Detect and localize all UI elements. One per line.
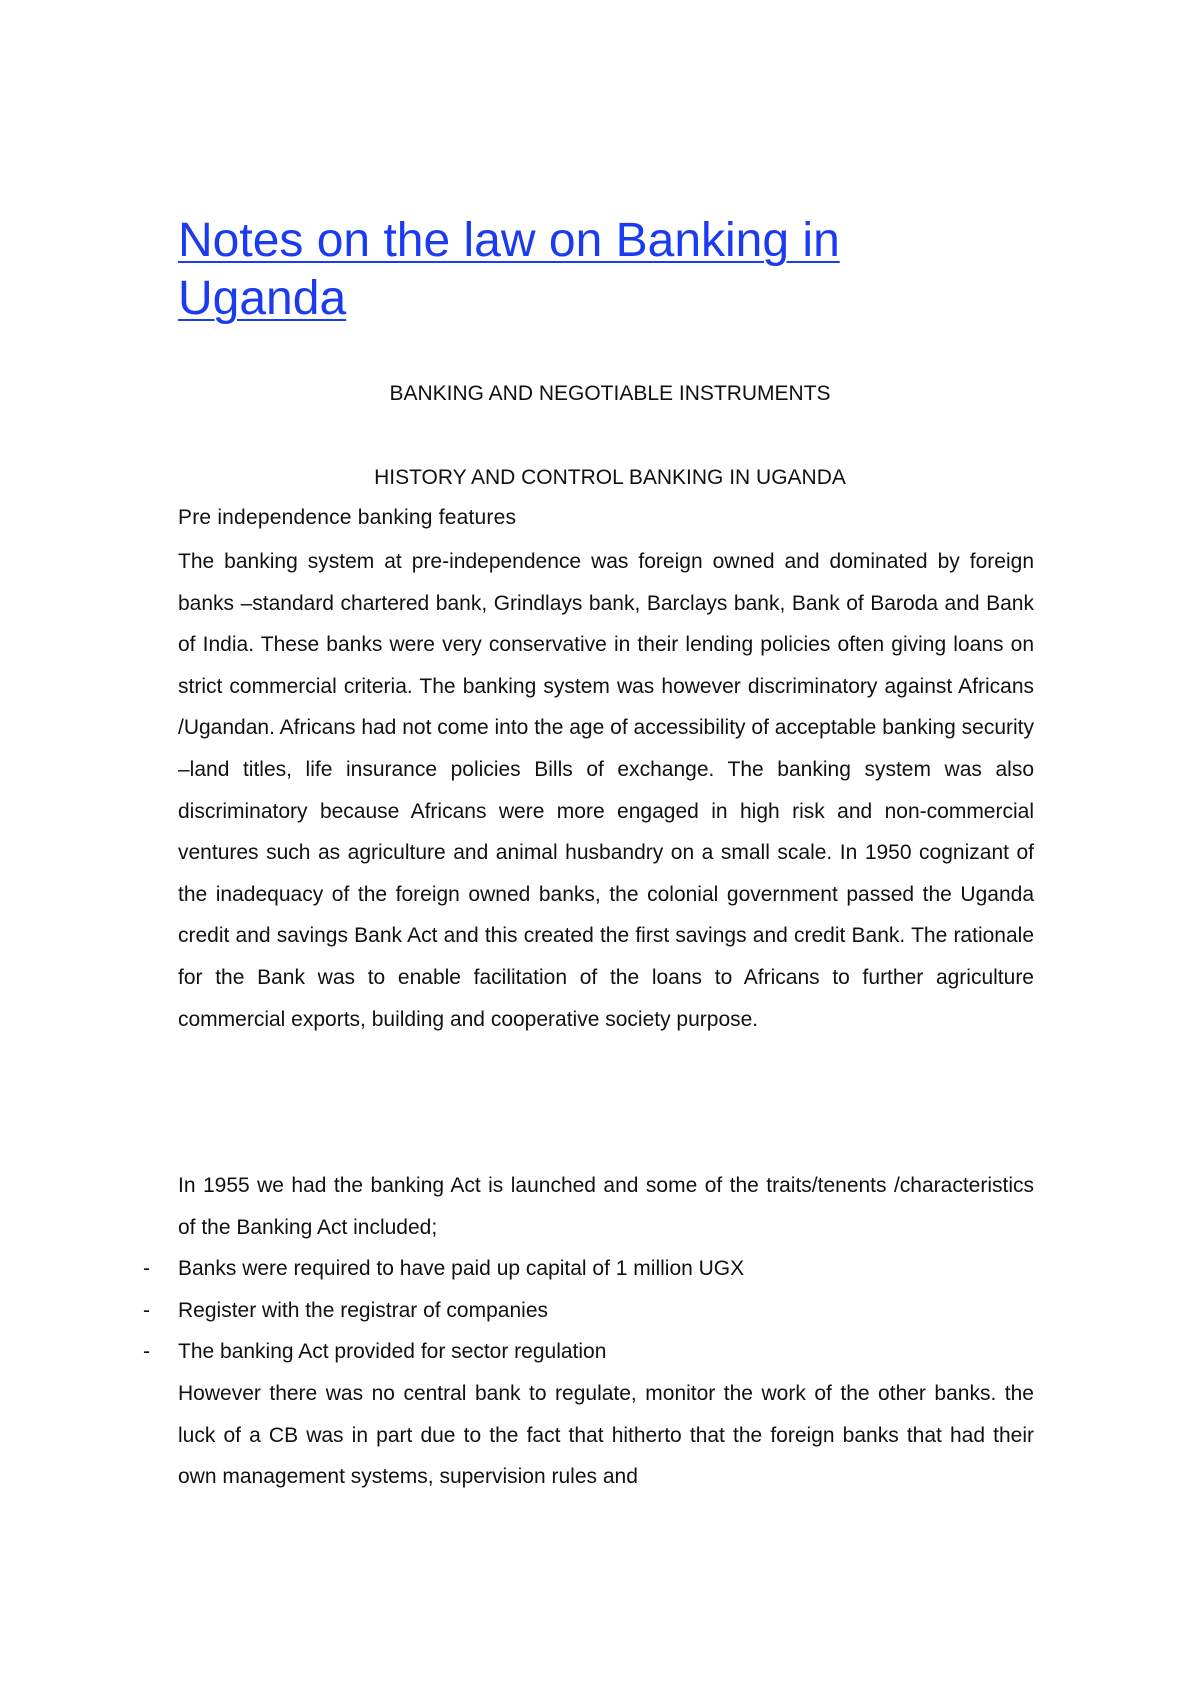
paragraph-banking-act-1955: In 1955 we had the banking Act is launched and some of the traits/tenents /characteristics of the Banking Act included; (178, 1174, 1034, 1239)
bullet-marker: - (143, 1298, 150, 1322)
list-item (0, 1248, 1200, 1290)
section-heading-banking: BANKING AND NEGOTIABLE INSTRUMENTS (389, 382, 831, 405)
subheading-pre-independence: Pre independence banking features (178, 506, 517, 529)
list-item (0, 1331, 1200, 1373)
paragraph-no-central-bank: However there was no central bank to regulate, monitor the work of the other banks. the luck of a CB was in part due to the fact that hitherto that the foreign banks that had their own management systems, supervision rules and (178, 1382, 1034, 1489)
list-item (0, 1290, 1200, 1332)
paragraph-pre-independence: The banking system at pre-independence was foreign owned and dominated by foreign banks –standard chartered bank, Grindlays bank, Barclays bank, Bank of Baroda and Bank of India. These banks were very conservative in their lending policies often giving loans on strict commercial criteria. The banking system was however discriminatory against Africans /Ugandan. Africans had not come into the age of accessibility of acceptable banking security –land titles, life insurance policies Bills of exchange. The banking system was also discriminatory because Africans were more engaged in high risk and non-commercial ventures such as agriculture and animal husbandry on a small scale. In 1950 cognizant of the inadequacy of the foreign owned banks, the colonial government passed the Uganda credit and savings Bank Act and this created the first savings and credit Bank. The rationale for the Bank was to enable facilitation of the loans to Africans to further agriculture commercial exports, building and cooperative society purpose. (178, 550, 1034, 1031)
list-item-text: Register with the registrar of companies (178, 1298, 548, 1322)
bullet-marker: - (143, 1340, 150, 1364)
list-item-text: The banking Act provided for sector regulation (178, 1340, 607, 1364)
bullet-marker: - (143, 1257, 150, 1280)
list-item-text: Banks were required to have paid up capital of 1 million UGX (178, 1257, 745, 1280)
banking-act-traits-list (0, 1248, 1200, 1373)
section-heading-history: HISTORY AND CONTROL BANKING IN UGANDA (374, 466, 846, 489)
document-title-link[interactable]: Notes on the law on Banking in Uganda (178, 214, 840, 325)
